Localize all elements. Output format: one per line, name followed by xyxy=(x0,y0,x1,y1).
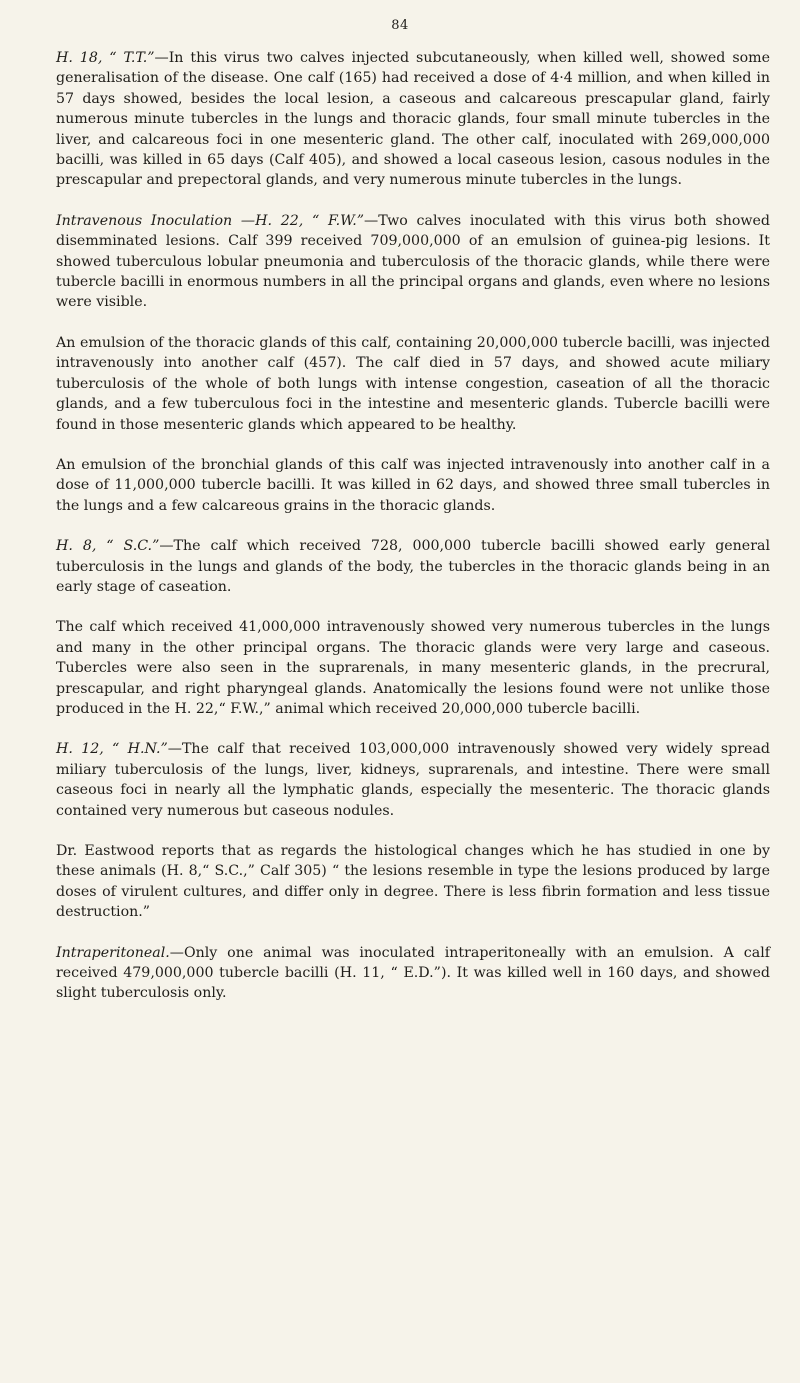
paragraph-h12-hn xyxy=(56,739,770,821)
paragraph-text: An emulsion of the bronchial glands of this calf was injected intravenously into another calf in a dose of 11,000,000 tubercle bacilli. It was killed in 62 days, and showed three small tubercles in the lungs and a few calcareous grains in the thoracic glands. xyxy=(56,456,770,514)
paragraph-text: —In this virus two calves injected subcutaneously, when killed well, showed some generalisation of the disease. One calf (165) had received a dose of 4·4 million, and when killed in 57 days showed, besides the local lesion, a caseous and calcareous prescapular gland, fairly numerous minute tubercles in the lungs and thoracic glands, four small minute tubercles in the liver, and calcareous foci in one mesenteric gland. The other calf, inoculated with 269,000,000 bacilli, was killed in 65 days (Calf 405), and showed a local caseous lesion, casous nodules in the prescapular and prepectoral glands, and very numerous minute tubercles in the lungs. xyxy=(56,50,770,189)
paragraph-text: —Only one animal was inoculated intraperitoneally with an emulsion. A calf received 479,000,000 tubercle bacilli (H. 11, “ E.D.”). It was killed well in 160 days, and showed slight tuberculosis only. xyxy=(56,944,770,1002)
paragraph-text: —The calf which received 728, 000,000 tubercle bacilli showed early general tuberculosis in the lungs and glands of the body, the tubercles in the thoracic glands being in an early stage of caseation. xyxy=(56,538,770,595)
page-number: 84 xyxy=(391,18,409,33)
paragraph-text: Dr. Eastwood reports that as regards the histological changes which he has studied in one by these animals (H. 8,“ S.C.,” Calf 305) “ the lesions resemble in type the lesions produced by large doses of virulent cultures, and differ only in degree. There is less fibrin formation and less tissue destruction.” xyxy=(56,843,770,921)
paragraph-intraperitoneal xyxy=(56,943,770,1004)
paragraph-bronchial-emulsion xyxy=(56,455,770,516)
paragraph-lead: Intraperitoneal. xyxy=(56,944,170,961)
paragraph-41-million-calf xyxy=(56,617,770,719)
paragraph-text: —Two calves inoculated with this virus both showed disemminated lesions. Calf 399 received 709,000,000 of an emulsion of guinea-pig lesions. It showed tuberculous lobular pneumonia and tuberculosis of the thoracic glands, while there were tubercle bacilli in enormous numbers in all the principal organs and glands, even where no lesions were visible. xyxy=(56,212,770,311)
paragraph-lead: H. 18, “ T.T.” xyxy=(56,50,155,66)
body-text xyxy=(56,48,770,1024)
paragraph-text: An emulsion of the thoracic glands of this calf, containing 20,000,000 tubercle bacilli, was injected intravenously into another calf (457). The calf died in 57 days, and showed acute miliary tuberculosis of the whole of both lungs with intense congestion, caseation of all the thoracic glands, and a few tuberculous foci in the intestine and mesenteric glands. Tubercle bacilli were found in those mesenteric glands which appeared to be healthy. xyxy=(56,334,770,433)
paragraph-eastwood-report xyxy=(56,841,770,923)
paragraph-thoracic-emulsion xyxy=(56,333,770,435)
paragraph-text: —The calf that received 103,000,000 intravenously showed very widely spread miliary tuberculosis of the lungs, liver, kidneys, suprarenals, and intestine. There were small caseous foci in nearly all the lymphatic glands, especially the mesenteric. The thoracic glands contained very numerous but caseous nodules. xyxy=(56,741,770,819)
paragraph-h18-subcutaneous xyxy=(56,48,770,191)
paragraph-h8-sc xyxy=(56,536,770,597)
paragraph-lead: H. 12, “ H.N.” xyxy=(56,741,168,758)
paragraph-lead: H. 8, “ S.C.” xyxy=(56,538,160,555)
paragraph-intravenous-h22 xyxy=(56,211,770,313)
paragraph-text: The calf which received 41,000,000 intravenously showed very numerous tubercles in the lungs and many in the other principal organs. The thoracic glands were very large and caseous. Tubercles were also seen in the suprarenals, in many mesenteric glands, in the precrural, prescapular, and right pharyngeal glands. Anatomically the lesions found were not unlike those produced in the H. 22,“ F.W.,” animal which received 20,000,000 tubercle bacilli. xyxy=(56,619,770,717)
paragraph-lead: Intravenous Inoculation —H. 22, “ F.W.” xyxy=(56,212,364,229)
